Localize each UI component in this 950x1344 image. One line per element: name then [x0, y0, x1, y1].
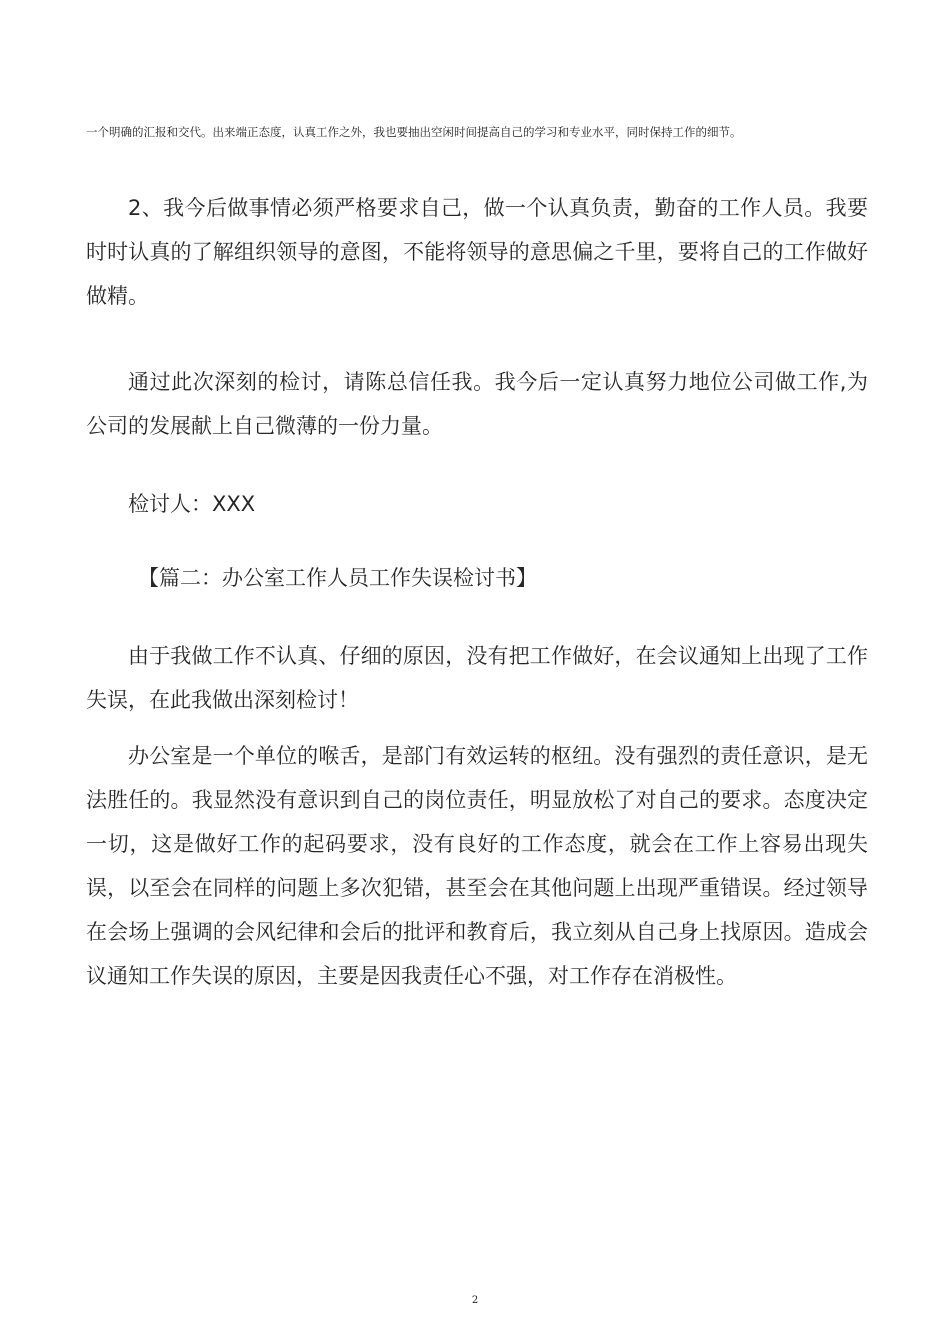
- section-heading: 【篇二：办公室工作人员工作失误检讨书】: [138, 566, 537, 590]
- continuation-line: 一个明确的汇报和交代。出来端正态度，认真工作之外，我也要抽出空闲时间提高自己的学习和专业水平，同时保持工作的细节。: [86, 125, 742, 139]
- paragraph-closing: 通过此次深刻的检讨，请陈总信任我。我今后一定认真努力地位公司做工作,为公司的发展献上自己微薄的一份力量。: [86, 370, 868, 438]
- page-number: 2: [471, 1295, 479, 1306]
- section-paragraph-1: 由于我做工作不认真、仔细的原因，没有把工作做好，在会议通知上出现了工作失误，在此我做出深刻检讨！: [86, 644, 868, 712]
- signature-line: 检讨人：XXX: [128, 492, 256, 516]
- paragraph-point-2: 2、我今后做事情必须严格要求自己，做一个认真负责，勤奋的工作人员。我要时时认真的了解组织领导的意图，不能将领导的意思偏之千里，要将自己的工作做好做精。: [86, 196, 868, 308]
- section-paragraph-2: 办公室是一个单位的喉舌，是部门有效运转的枢纽。没有强烈的责任意识，是无法胜任的。我显然没有意识到自己的岗位责任，明显放松了对自己的要求。态度决定一切，这是做好工作的起码要求，没有良好的工作态度，就会在工作上容易出现失误，以至会在同样的问题上多次犯错，甚至会在其他问题上出现严重错误。经过领导在会场上强调的会风纪律和会后的批评和教育后，我立刻从自己身上找原因。造成会议通知工作失误的原因，主要是因我责任心不强，对工作存在消极性。: [86, 744, 868, 988]
